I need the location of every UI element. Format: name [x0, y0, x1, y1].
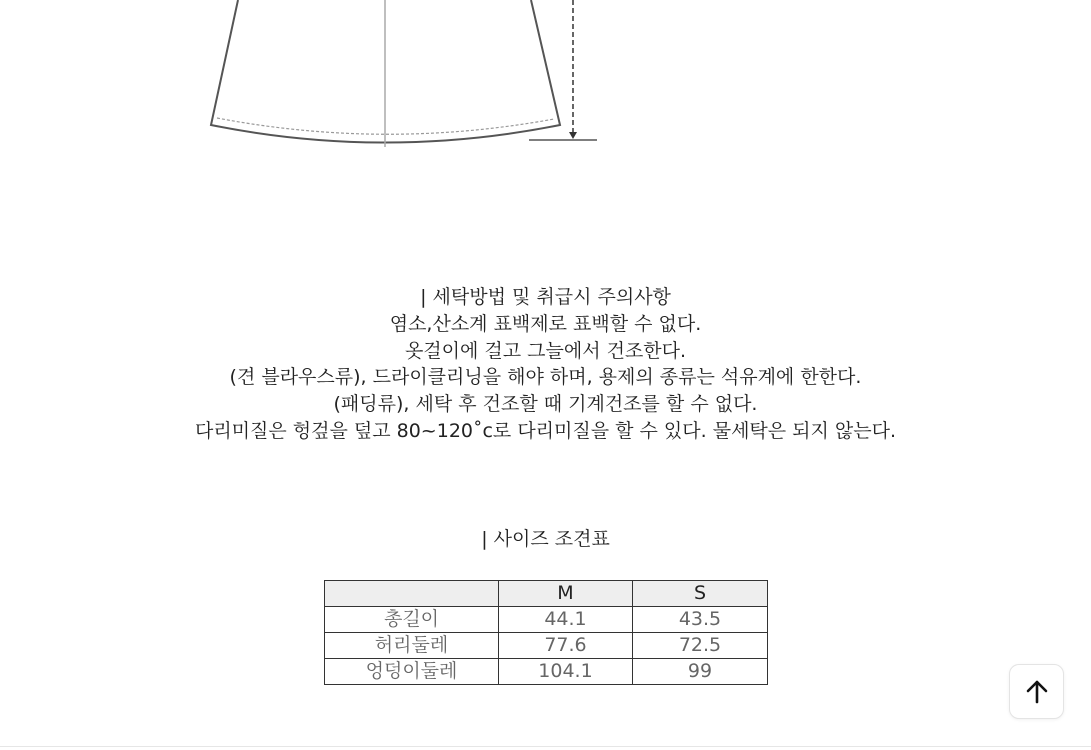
- size-chart-table: [324, 580, 768, 685]
- table-row-label: 총길이: [325, 607, 499, 633]
- footer-divider: [0, 746, 1091, 747]
- table-row-label: 허리둘레: [325, 633, 499, 659]
- table-header-row: [325, 581, 768, 607]
- table-header-cell: [325, 581, 499, 607]
- care-title: | 세탁방법 및 취급시 주의사항: [420, 286, 671, 308]
- skirt-diagram: [0, 0, 1091, 160]
- care-line: 다리미질은 헝겊을 덮고 80~120˚c로 다리미질을 할 수 있다. 물세탁은 되지 않는다.: [194, 419, 897, 442]
- care-line: 염소,산소계 표백제로 표백할 수 없다.: [389, 312, 702, 335]
- table-row: [325, 607, 768, 633]
- table-row: [325, 633, 768, 659]
- table-cell: 44.1: [499, 607, 633, 633]
- care-line: (패딩류), 세탁 후 건조할 때 기계건조를 할 수 없다.: [333, 393, 758, 416]
- table-header-cell: M: [499, 581, 633, 607]
- table-cell: 43.5: [633, 607, 768, 633]
- table-row: [325, 659, 768, 685]
- table-cell: 77.6: [499, 633, 633, 659]
- table-row-label: 엉덩이둘레: [325, 659, 499, 685]
- table-header-cell: S: [633, 581, 768, 607]
- table-cell: 99: [633, 659, 768, 685]
- length-measure-arrowhead: [569, 132, 577, 139]
- table-cell: 72.5: [633, 633, 768, 659]
- care-line: 옷걸이에 걸고 그늘에서 건조한다.: [404, 339, 687, 362]
- size-chart-title: | 사이즈 조견표: [481, 528, 610, 550]
- arrow-up-icon: [1024, 679, 1050, 705]
- care-line: (견 블라우스류), 드라이클리닝을 해야 하며, 용제의 종류는 석유계에 한한다.: [229, 366, 862, 389]
- scroll-to-top-button[interactable]: [1009, 664, 1064, 719]
- care-instructions: [0, 284, 1091, 445]
- table-cell: 104.1: [499, 659, 633, 685]
